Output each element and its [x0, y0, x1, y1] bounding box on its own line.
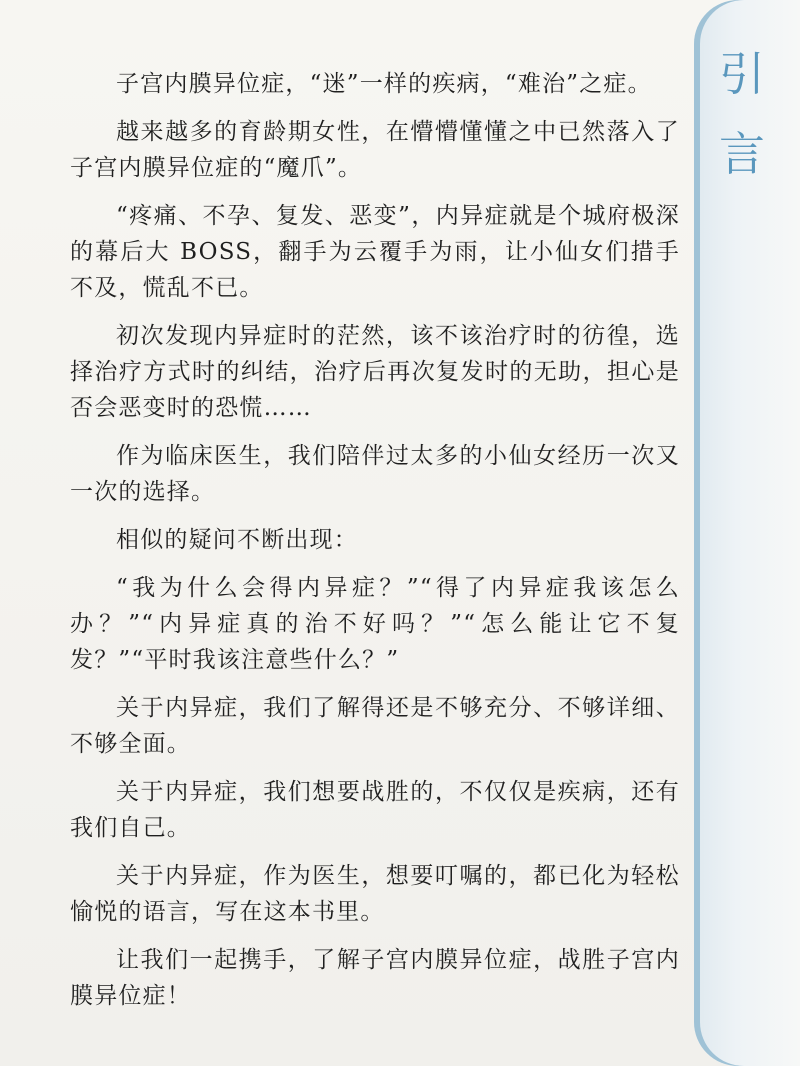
paragraph: “疼痛、不孕、复发、恶变”，内异症就是个城府极深的幕后大 BOSS，翻手为云覆手为雨，让小仙女们措手不及，慌乱不已。 — [70, 203, 680, 301]
paragraph: 关于内异症，我们了解得还是不够充分、不够详细、不够全面。 — [70, 695, 680, 757]
paragraph: 相似的疑问不断出现： — [116, 527, 358, 553]
paragraph: 作为临床医生，我们陪伴过太多的小仙女经历一次又一次的选择。 — [70, 443, 680, 505]
body-text — [70, 66, 680, 1014]
paragraph: 越来越多的育龄期女性，在懵懵懂懂之中已然落入了子宫内膜异位症的“魔爪”。 — [70, 119, 680, 181]
paragraph: 子宫内膜异位症，“迷”一样的疾病，“难治”之症。 — [116, 71, 652, 97]
chapter-title — [712, 34, 772, 194]
paragraph: “我为什么会得内异症？”“得了内异症我该怎么办？”“内异症真的治不好吗？”“怎么能让它不复发？”“平时我该注意些什么？” — [70, 575, 680, 673]
paragraph: 初次发现内异症时的茫然，该不该治疗时的彷徨，选择治疗方式时的纠结，治疗后再次复发时的无助，担心是否会恶变时的恐慌…… — [70, 323, 680, 421]
paragraph: 关于内异症，我们想要战胜的，不仅仅是疾病，还有我们自己。 — [70, 779, 680, 841]
paragraph: 让我们一起携手，了解子宫内膜异位症，战胜子宫内膜异位症！ — [70, 947, 680, 1009]
chapter-title-char-1: 引 — [719, 47, 765, 101]
paragraph: 关于内异症，作为医生，想要叮嘱的，都已化为轻松愉悦的语言，写在这本书里。 — [70, 863, 680, 925]
chapter-title-char-2: 言 — [719, 127, 765, 181]
